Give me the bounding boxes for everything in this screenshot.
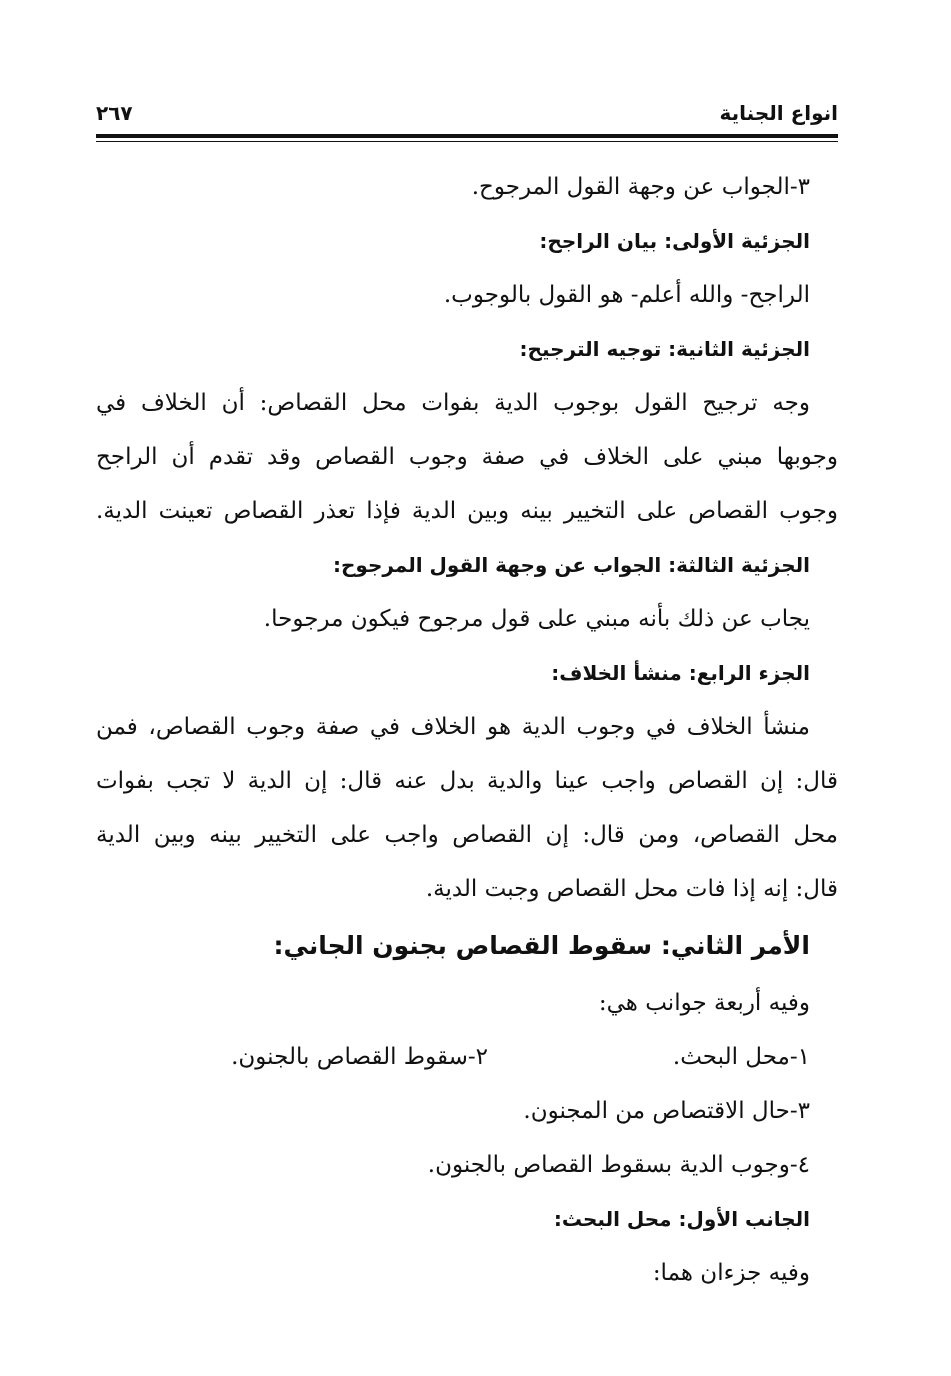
list-item: ٤-وجوب الدية بسقوط القصاص بالجنون. [427, 1152, 810, 1178]
main-heading: الأمر الثاني: سقوط القصاص بجنون الجاني: [273, 931, 810, 960]
text-line: وفيه جزءان هما: [652, 1260, 810, 1286]
text-line: ٣-الجواب عن وجهة القول المرجوح. [471, 174, 810, 200]
text-line: وفيه أربعة جوانب هي: [598, 990, 810, 1016]
subheading: الجزئية الثالثة: الجواب عن وجهة القول المرجوح: [333, 553, 810, 577]
list-row [96, 1030, 838, 1084]
list-item: ١-محل البحث. [672, 1044, 810, 1070]
page-number: ٢٦٧ [96, 101, 133, 125]
list-item: ٣-حال الاقتصاص من المجنون. [523, 1098, 810, 1124]
header-rule-thin [96, 141, 838, 142]
running-header [96, 96, 838, 130]
subheading: الجانب الأول: محل البحث: [553, 1207, 810, 1231]
text-line: الراجح- والله أعلم- هو القول بالوجوب. [443, 282, 810, 308]
text-line: يجاب عن ذلك بأنه مبني على قول مرجوح فيكون مرجوحا. [263, 606, 810, 632]
subheading: الجزئية الثانية: توجيه الترجيح: [519, 337, 810, 361]
list-item: ٢-سقوط القصاص بالجنون. [231, 1044, 488, 1070]
paragraph-line: وجه ترجيح القول بوجوب الدية بفوات محل القصاص: أن الخلاف في [96, 390, 810, 416]
paragraph-line: وجوبها مبني على الخلاف في صفة وجوب القصاص وقد تقدم أن الراجح [96, 444, 838, 470]
paragraph-line: قال: إنه إذا فات محل القصاص وجبت الدية. [425, 876, 838, 902]
paragraph-line: وجوب القصاص على التخيير بينه وبين الدية فإذا تعذر القصاص تعينت الدية. [96, 498, 838, 524]
chapter-title: انواع الجناية [719, 101, 838, 125]
body-text [96, 160, 838, 1300]
header-rule-thick [96, 134, 838, 138]
subheading: الجزئية الأولى: بيان الراجح: [539, 229, 810, 253]
paragraph-line: محل القصاص، ومن قال: إن القصاص واجب على التخيير بينه وبين الدية [96, 822, 838, 848]
paragraph-line: منشأ الخلاف في وجوب الدية هو الخلاف في صفة وجوب القصاص، فمن [96, 714, 810, 740]
paragraph-line: قال: إن القصاص واجب عينا والدية بدل عنه قال: إن الدية لا تجب بفوات [96, 768, 838, 794]
subheading: الجزء الرابع: منشأ الخلاف: [551, 661, 810, 685]
